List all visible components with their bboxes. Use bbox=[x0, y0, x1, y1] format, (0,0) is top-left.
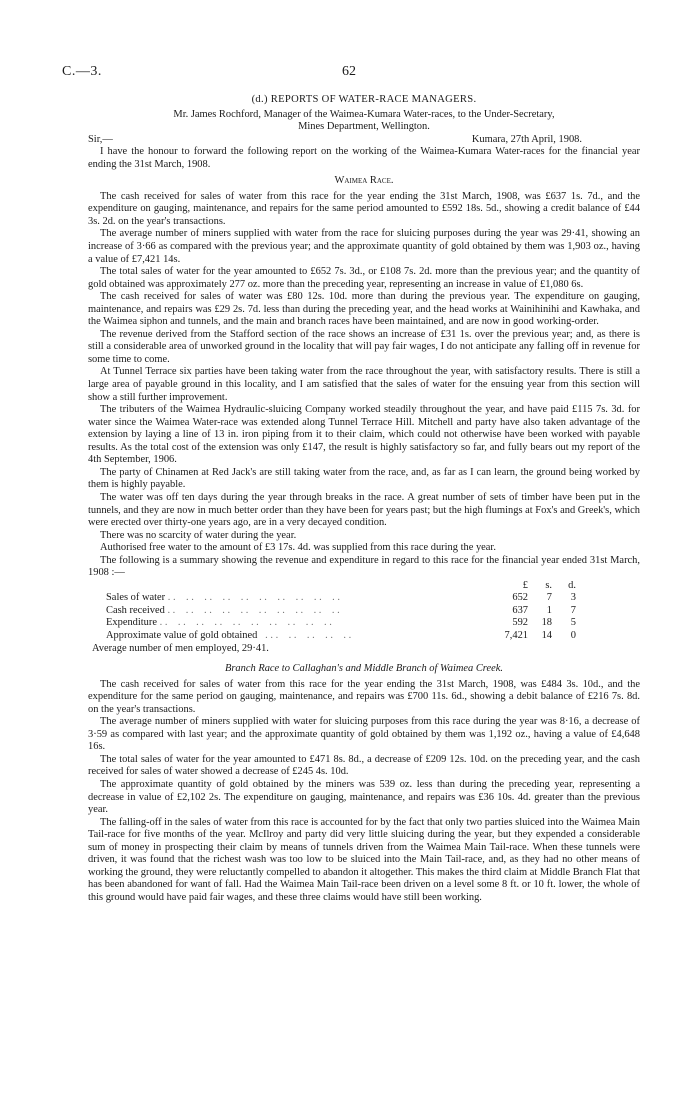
row-label: Expenditure bbox=[106, 617, 158, 629]
row-label: Sales of water bbox=[106, 592, 166, 604]
page-reference: C.—3. bbox=[62, 64, 102, 79]
paragraph: The total sales of water for the year amounted to £471 8s. 8d., a decrease of £209 12s. 10d. on the preceding year, and the cash received for sales of water showed a decrease of £245 4s. 10d. bbox=[88, 753, 640, 778]
paragraph: The approximate quantity of gold obtained by the miners was 539 oz. less than during the preceding year, representing a decrease in value of £2,102 2s. The expenditure on gauging, maintenance, and repairs was £36 10s. 4d. greater than the previous year. bbox=[88, 778, 640, 816]
row-pounds: 592 bbox=[512, 617, 528, 629]
row-shillings: 14 bbox=[541, 629, 552, 641]
header-pounds: £ bbox=[522, 579, 528, 591]
page-number: 62 bbox=[342, 64, 356, 79]
letter-intro: I have the honour to forward the following report on the working of the Waimea-Kumara Water-races for the financial year ending the 31st March, 1908. bbox=[88, 146, 640, 170]
document-body bbox=[88, 94, 640, 904]
paragraph: The following is a summary showing the revenue and expenditure in regard to this race for the financial year ended 31st March, 1908 :— bbox=[88, 554, 640, 579]
paragraph: The cash received for sales of water was £80 12s. 10d. more than during the previous year. The expenditure on gauging, maintenance, and repairs was £29 2s. 7d. less than during the preceding year, and the head works at Wainihinihi and Kawhaka, and the Waimea siphon and tunnels, and the main and branch races have been maintained, and are now in good working-order. bbox=[88, 291, 640, 328]
row-pounds: 652 bbox=[512, 592, 528, 604]
row-pence: 3 bbox=[570, 592, 576, 604]
paragraph: The average number of miners supplied with water for sluicing purposes from this race during the year was 8·16, a decrease of 3·59 as compared with last year; and the approximate quantity of gold obtained by them was 1,192 oz., having a value of £4,648 16s. bbox=[88, 716, 640, 753]
average-men-employed: Average number of men employed, 29·41. bbox=[92, 642, 269, 654]
paragraph: The cash received for sales of water from this race for the year ending the 31st March, 1908, was £484 3s. 10d., and the expenditure for the same period on gauging, maintenance, and repairs was £700 11s. 6d., showing a debit balance of £216 7s. 8d. on the year's transactions. bbox=[88, 678, 640, 715]
summary-row: Expenditure . . . . . . . . . . . . . . . . . . . . 592 18 5 bbox=[106, 617, 576, 629]
salutation: Sir,— bbox=[88, 133, 113, 145]
header-shillings: s. bbox=[545, 579, 552, 591]
summary-table bbox=[88, 580, 640, 655]
paragraph: The total sales of water for the year amounted to £652 7s. 3d., or £108 7s. 2d. more than the previous year; and the quantity of gold obtained was approximately 277 oz. more than the preceding year, representing an increase in value of £1,080 6s. bbox=[88, 266, 640, 290]
paragraph: The party of Chinamen at Red Jack's are still taking water from the race, and, as far as I can learn, the ground being worked by them is highly payable. bbox=[88, 466, 640, 491]
row-shillings: 1 bbox=[546, 604, 552, 616]
paragraph: The cash received for sales of water from this race for the year ending the 31st March, 1908, was £637 1s. 7d., and the expenditure on gauging, maintenance, and repairs for the same period amounted to £592 18s. 5d., showing a credit balance of £44 3s. 2d. on the year's transactions. bbox=[88, 190, 640, 227]
paragraph: There was no scarcity of water during the year. bbox=[100, 529, 297, 541]
paragraph: The revenue derived from the Stafford section of the race shows an increase of £31 1s. over the previous year; and, as there is still a considerable area of unworked ground in the locality that will pay fair wages, I do not anticipate any falling off in revenue for some time to come. bbox=[88, 328, 640, 365]
paragraph: The average number of miners supplied with water from the race for sluicing purposes during the year was 29·41, showing an increase of 3·66 as compared with the previous year; and the approximate quantity of gold obtained by them was 1,903 oz., having a value of £7,421 14s. bbox=[88, 228, 640, 265]
summary-header-row bbox=[88, 580, 640, 593]
summary-row: Cash received . . . . . . . . . . . . . . . . . . . . 637 1 7 bbox=[106, 604, 576, 616]
row-pence: 5 bbox=[570, 617, 576, 629]
paragraph: The water was off ten days during the year through breaks in the race. A great number of sets of timber have been put in the tunnels, and they are now in much better order than they have been for years past; but the high flumings at Fox's and Greek's, which were erected over thirty-one years ago, are in a very decayed condition. bbox=[88, 491, 640, 529]
salutation-line bbox=[88, 134, 640, 147]
report-title: (d.) REPORTS OF WATER-RACE MANAGERS. bbox=[251, 94, 477, 105]
header-pence: d. bbox=[568, 579, 576, 591]
letter-from-line: Mr. James Rochford, Manager of the Waimea-Kumara Water-races, to the Under-Secretary, bbox=[173, 108, 555, 120]
summary-row: Approximate value of gold obtained . . . . . . . . . . . 7,421 14 0 bbox=[106, 629, 576, 641]
row-label: Approximate value of gold obtained bbox=[106, 629, 258, 641]
row-pounds: 637 bbox=[512, 604, 528, 616]
row-pence: 7 bbox=[570, 604, 576, 616]
row-shillings: 18 bbox=[541, 617, 552, 629]
section-title-branch-race: Branch Race to Callaghan's and Middle Branch of Waimea Creek. bbox=[224, 663, 503, 675]
place-date: Kumara, 27th April, 1908. bbox=[471, 133, 582, 145]
paragraph: The tributers of the Waimea Hydraulic-sluicing Company worked steadily throughout the year, and have paid £115 7s. 3d. for water since the Waimea Water-race was extended along Tunnel Terrace Hill. Mitchell and party have also taken advantage of the extension by laying a line of 13 in. iron piping from it to their claim, which could not otherwise have been worked with payable results. As the total cost of the extension was only £147, the result is highly satisfactory so far, and fully bears out my report of the 4th September, 1906. bbox=[88, 404, 640, 466]
row-shillings: 7 bbox=[546, 592, 552, 604]
row-label: Cash received bbox=[106, 604, 165, 616]
paragraph: The falling-off in the sales of water from this race is accounted for by the fact that only two parties sluiced into the Waimea Main Tail-race for five months of the year. McIlroy and party did very little sluicing during the year, but they expended a considerable sum of money in prospecting their claim by means of tunnels driven from the Waimea Main Tail-race. When these tunnels were driven, it was found that the richest wash was too low to be sluiced into the Main Tail-race, and, as they had no other means of working the ground, they were reluctantly compelled to abandon it altogether. This makes the third claim at Middle Branch Flat that has been abandoned for want of fall. Had the Waimea Main Tail-race been driven on a level some 8 ft. or 10 ft. lower, the whole of this ground would have paid fair wages, and these three claims would have still been working. bbox=[88, 816, 640, 903]
row-pence: 0 bbox=[570, 629, 576, 641]
row-pounds: 7,421 bbox=[504, 629, 528, 641]
letter-dept-line: Mines Department, Wellington. bbox=[298, 121, 430, 133]
section-title-waimea-race: Waimea Race. bbox=[334, 175, 394, 187]
paragraph: Authorised free water to the amount of £3 17s. 4d. was supplied from this race during the year. bbox=[100, 542, 496, 554]
paragraph: At Tunnel Terrace six parties have been taking water from the race throughout the year, with satisfactory results. There is still a large area of payable ground in this locality, and I am satisfied that the sales of water for the ensuing year from this section will show a still further improvement. bbox=[88, 366, 640, 403]
summary-row: Sales of water . . . . . . . . . . . . . . . . . . . . 652 7 3 bbox=[106, 592, 576, 604]
